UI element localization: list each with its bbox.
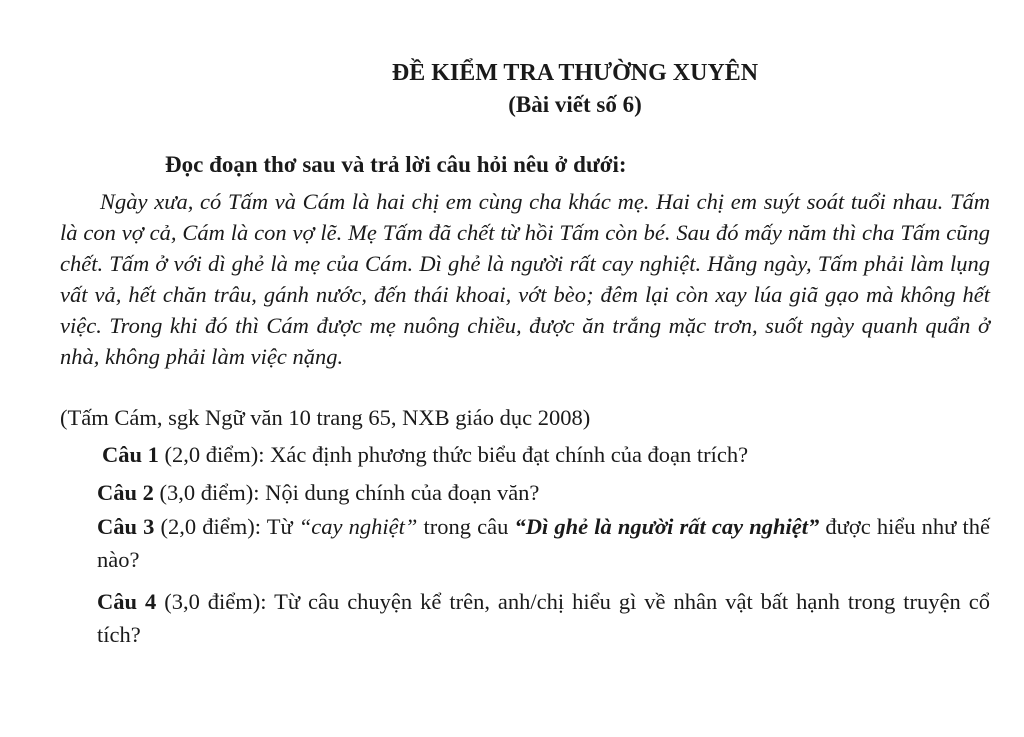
question-points: (2,0 điểm) [154,514,255,539]
question-1 [102,438,995,471]
question-2 [97,476,990,509]
question-points: (2,0 điểm) [158,442,259,467]
question-label: Câu 2 [97,480,154,505]
quoted-term: “cay nghiệt” [298,514,418,539]
question-text: trong câu [417,514,515,539]
question-text: : Nội dung chính của đoạn văn? [253,480,540,505]
reading-passage: Ngày xưa, có Tấm và Cám là hai chị em cùng cha khác mẹ. Hai chị em suýt soát tuổi nhau. Tấm là con vợ cả, Cám là con vợ lẽ. Mẹ Tấm đã chết từ hồi Tấm còn bé. Sau đó mấy năm thì cha Tấm cũng chết. Tấm ở với dì ghẻ là mẹ của Cám. Dì ghẻ là người rất cay nghiệt. Hằng ngày, Tấm phải làm lụng vất vả, hết chăn trâu, gánh nước, đến thái khoai, vớt bèo; đêm lại còn xay lúa giã gạo mà không hết việc. Trong khi đó thì Cám được mẹ nuông chiều, được ăn trắng mặc trơn, suốt ngày quanh quẩn ở nhà, không phải làm việc nặng. [60,189,990,369]
question-text: được hiểu như thế nào? [97,514,990,572]
question-4 [97,585,990,651]
question-text: : Xác định phương thức biểu đạt chính của đoạn trích? [258,442,749,467]
question-points: (3,0 điểm) [153,480,254,505]
question-text: : Từ câu chuyện kể trên, anh/chị hiểu gì về nhân vật bất hạnh trong truyện cổ tích? [97,589,990,647]
question-3 [97,510,990,576]
exam-title: ĐỀ KIỂM TRA THƯỜNG XUYÊN [391,60,759,86]
question-label: Câu 1 [102,442,159,467]
question-points: (3,0 điểm) [156,589,261,614]
question-label: Câu 3 [97,514,155,539]
question-text: : Từ [254,514,299,539]
reading-instruction: Đọc đoạn thơ sau và trả lời câu hỏi nêu ở dưới: [165,152,627,177]
quoted-sentence: “Dì ghẻ là người rất cay nghiệt” [514,514,820,539]
exam-subtitle: (Bài viết số 6) [508,92,642,117]
passage-citation: (Tấm Cám, sgk Ngữ văn 10 trang 65, NXB giáo dục 2008) [60,405,591,430]
question-label: Câu 4 [97,589,157,614]
